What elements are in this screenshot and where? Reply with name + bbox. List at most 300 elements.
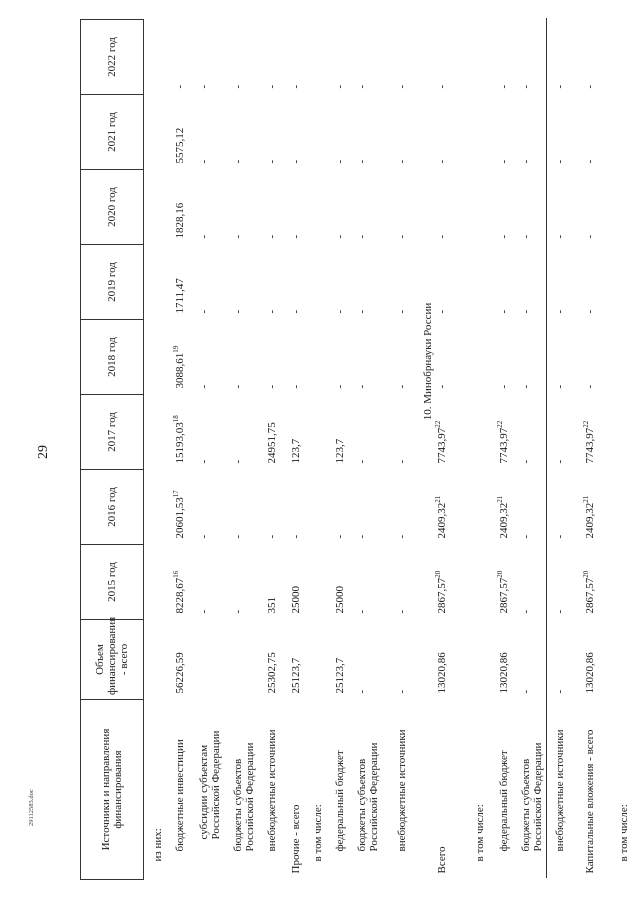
cell-2022: [498, 20, 520, 95]
row-label: в том числе:: [618, 804, 630, 862]
spacer-cell: [144, 20, 153, 880]
cell-2018: [266, 320, 290, 395]
cell-value: -: [396, 384, 408, 389]
footnote-marker: 20: [582, 570, 590, 578]
cell-2021: [290, 95, 312, 170]
cell-value: -: [520, 534, 532, 539]
cell-value: 7743,97: [498, 427, 510, 464]
cell-2017: [266, 395, 290, 470]
cell-value: 351: [266, 597, 278, 614]
cell-2017: [584, 395, 618, 470]
cell-value: -: [520, 384, 532, 389]
col-header-2018: 2018 год: [81, 320, 144, 395]
cell-2018: [152, 320, 174, 395]
cell-value: -: [554, 309, 566, 314]
footnote-marker: 20: [496, 570, 504, 578]
cell-2015: [312, 545, 334, 620]
cell-value: -: [334, 159, 346, 164]
footnote-marker: 22: [582, 420, 590, 428]
cell-value: -: [554, 384, 566, 389]
cell-2016: [198, 470, 232, 545]
cell-value: -: [520, 84, 532, 89]
cell-value: 2867,57: [436, 577, 448, 614]
cell-value: -: [232, 384, 244, 389]
cell-2015: [232, 545, 266, 620]
cell-2015: [290, 545, 312, 620]
cell-2022: [290, 20, 312, 95]
footnote-marker: 20: [434, 570, 442, 578]
cell-2016: [584, 470, 618, 545]
cell-value: -: [554, 534, 566, 539]
row-label: внебюджетные источники: [266, 729, 278, 852]
cell-value: -: [334, 234, 346, 239]
col-header-2022: 2022 год: [81, 20, 144, 95]
cell-value: 25000: [290, 586, 302, 614]
col-header-total: Объем финансирования - всего: [81, 620, 144, 700]
cell-2020: [356, 170, 396, 245]
cell-value: -: [396, 534, 408, 539]
cell-2016: [266, 470, 290, 545]
cell-value: 123,7: [334, 438, 346, 464]
cell-2022: [618, 20, 640, 95]
table-row: [198, 20, 232, 880]
cell-value: -: [520, 234, 532, 239]
cell-2020: [266, 170, 290, 245]
cell-2017: [618, 395, 640, 470]
cell-value: 3088,61: [174, 352, 186, 389]
table-body: [144, 20, 640, 880]
cell-value: -: [498, 159, 510, 164]
cell-2020: [554, 170, 584, 245]
cell-value: -: [356, 234, 368, 239]
cell-value: -: [436, 384, 448, 389]
cell-value: -: [232, 534, 244, 539]
table-row: [436, 20, 474, 880]
cell-value: -: [290, 384, 302, 389]
cell-value: -: [266, 384, 278, 389]
table-row: [232, 20, 266, 880]
page-number: 29: [36, 445, 51, 459]
cell-value: -: [554, 689, 566, 694]
cell-value: -: [356, 689, 368, 694]
cell-value: -: [334, 384, 346, 389]
cell-2017: [232, 395, 266, 470]
cell-2015: [520, 545, 554, 620]
row-label: субсидии субъектам Российской Федерации: [198, 730, 223, 840]
cell-2021: [356, 95, 396, 170]
cell-value: -: [356, 159, 368, 164]
cell-2017: [356, 395, 396, 470]
footnote-marker: 21: [434, 495, 442, 503]
cell-value: -: [356, 609, 368, 614]
col-header-2015: 2015 год: [81, 545, 144, 620]
cell-value: -: [584, 159, 596, 164]
cell-2018: [474, 320, 498, 395]
cell-2020: [174, 170, 198, 245]
cell-2016: [554, 470, 584, 545]
footnote-marker: 16: [172, 570, 180, 578]
cell-value: -: [198, 234, 210, 239]
table-row: [498, 20, 520, 880]
cell-2017: [334, 395, 356, 470]
cell-2019: [396, 245, 422, 320]
cell-value: -: [520, 689, 532, 694]
row-label: внебюджетные источники: [554, 729, 566, 852]
cell-2022: [356, 20, 396, 95]
cell-2016: [232, 470, 266, 545]
table-row: [396, 20, 422, 880]
cell-2019: [232, 245, 266, 320]
cell-value: -: [396, 159, 408, 164]
cell-value: 25000: [334, 586, 346, 614]
cell-total: [618, 620, 640, 700]
cell-total: [152, 620, 174, 700]
cell-value: -: [554, 84, 566, 89]
cell-value: -: [266, 234, 278, 239]
cell-2020: [520, 170, 554, 245]
cell-value: -: [396, 459, 408, 464]
cell-value: 2409,32: [584, 502, 596, 539]
cell-2020: [152, 170, 174, 245]
cell-value: 2867,57: [498, 577, 510, 614]
cell-2019: [312, 245, 334, 320]
cell-value: -: [436, 159, 448, 164]
cell-value: -: [232, 234, 244, 239]
cell-value: -: [436, 84, 448, 89]
col-header-2019: 2019 год: [81, 245, 144, 320]
cell-2022: [174, 20, 198, 95]
cell-2021: [396, 95, 422, 170]
col-header-2020: 2020 год: [81, 170, 144, 245]
cell-value: -: [198, 384, 210, 389]
cell-2017: [474, 395, 498, 470]
cell-2017: [498, 395, 520, 470]
cell-value: 25123,7: [334, 657, 346, 694]
cell-value: -: [266, 84, 278, 89]
cell-2016: [174, 470, 198, 545]
row-label: федеральный бюджет: [334, 750, 346, 852]
cell-value: -: [584, 309, 596, 314]
cell-total: [498, 620, 520, 700]
cell-value: 5575,12: [174, 127, 186, 164]
cell-value: -: [356, 384, 368, 389]
cell-2022: [232, 20, 266, 95]
cell-2020: [290, 170, 312, 245]
cell-2021: [266, 95, 290, 170]
cell-2019: [266, 245, 290, 320]
cell-total: [198, 620, 232, 700]
footnote-marker: 21: [496, 495, 504, 503]
table-row: [474, 20, 498, 880]
row-label: Капитальные вложения - всего: [584, 729, 596, 874]
cell-value: -: [232, 159, 244, 164]
cell-total: [474, 620, 498, 700]
table-row: [520, 20, 554, 880]
cell-value: -: [198, 609, 210, 614]
cell-value: 2409,32: [498, 502, 510, 539]
cell-2022: [334, 20, 356, 95]
cell-2018: [198, 320, 232, 395]
financing-table: [80, 19, 640, 880]
footnote-marker: 22: [496, 420, 504, 428]
cell-2018: [290, 320, 312, 395]
cell-2020: [498, 170, 520, 245]
cell-value: -: [396, 689, 408, 694]
cell-2018: [498, 320, 520, 395]
cell-2022: [584, 20, 618, 95]
cell-value: -: [198, 159, 210, 164]
cell-2016: [290, 470, 312, 545]
cell-2015: [618, 545, 640, 620]
cell-value: -: [554, 459, 566, 464]
cell-value: 8228,67: [174, 577, 186, 614]
table-row: [356, 20, 396, 880]
cell-value: -: [498, 84, 510, 89]
cell-2019: [152, 245, 174, 320]
rotated-table-container: [80, 20, 630, 880]
footnote-marker: 17: [172, 490, 180, 498]
cell-value: 13020,86: [584, 652, 596, 694]
cell-value: -: [266, 159, 278, 164]
cell-value: -: [334, 84, 346, 89]
cell-2018: [174, 320, 198, 395]
cell-2020: [396, 170, 422, 245]
cell-2016: [312, 470, 334, 545]
cell-value: 2867,57: [584, 577, 596, 614]
cell-2016: [356, 470, 396, 545]
cell-value: -: [498, 384, 510, 389]
cell-2020: [334, 170, 356, 245]
cell-value: 13020,86: [436, 652, 448, 694]
cell-2017: [198, 395, 232, 470]
cell-2018: [232, 320, 266, 395]
cell-2022: [396, 20, 422, 95]
table-row: [554, 20, 584, 880]
cell-2017: [396, 395, 422, 470]
cell-2016: [436, 470, 474, 545]
cell-2017: [312, 395, 334, 470]
cell-2020: [584, 170, 618, 245]
cell-2021: [232, 95, 266, 170]
cell-2016: [396, 470, 422, 545]
cell-value: 20601,53: [174, 497, 186, 539]
cell-total: [436, 620, 474, 700]
cell-value: -: [334, 534, 346, 539]
cell-2019: [334, 245, 356, 320]
cell-value: 1828,16: [174, 202, 186, 239]
cell-2017: [520, 395, 554, 470]
cell-value: -: [554, 234, 566, 239]
cell-value: -: [584, 84, 596, 89]
cell-value: 13020,86: [498, 652, 510, 694]
cell-2017: [436, 395, 474, 470]
cell-2018: [356, 320, 396, 395]
cell-value: -: [334, 309, 346, 314]
cell-total: [312, 620, 334, 700]
cell-2015: [436, 545, 474, 620]
cell-value: -: [232, 309, 244, 314]
cell-total: [334, 620, 356, 700]
cell-2015: [356, 545, 396, 620]
cell-2016: [334, 470, 356, 545]
cell-value: -: [520, 159, 532, 164]
cell-2021: [554, 95, 584, 170]
cell-value: -: [584, 384, 596, 389]
row-label: бюджетные инвестиции: [174, 739, 186, 852]
cell-value: -: [520, 459, 532, 464]
cell-2018: [584, 320, 618, 395]
cell-2015: [152, 545, 174, 620]
cell-2022: [266, 20, 290, 95]
cell-2015: [584, 545, 618, 620]
table-row: [618, 20, 640, 880]
cell-2016: [152, 470, 174, 545]
cell-value: 56226,59: [174, 652, 186, 694]
cell-value: -: [356, 534, 368, 539]
cell-value: -: [584, 234, 596, 239]
cell-2015: [474, 545, 498, 620]
cell-value: -: [290, 309, 302, 314]
cell-2021: [474, 95, 498, 170]
footnote-marker: 19: [172, 345, 180, 353]
table-row: [174, 20, 198, 880]
cell-2022: [554, 20, 584, 95]
section-title-row: [422, 20, 436, 880]
cell-value: 1711,47: [174, 278, 186, 314]
cell-2017: [554, 395, 584, 470]
cell-2018: [618, 320, 640, 395]
cell-2018: [520, 320, 554, 395]
row-label: федеральный бюджет: [498, 750, 510, 852]
cell-2020: [474, 170, 498, 245]
table-row: [152, 20, 174, 880]
cell-2019: [356, 245, 396, 320]
cell-2016: [498, 470, 520, 545]
footnote-marker: 21: [582, 495, 590, 503]
cell-2017: [152, 395, 174, 470]
cell-value: 2409,32: [436, 502, 448, 539]
cell-value: -: [396, 609, 408, 614]
cell-2021: [312, 95, 334, 170]
cell-2021: [584, 95, 618, 170]
cell-2019: [174, 245, 198, 320]
cell-2022: [198, 20, 232, 95]
row-label: бюджеты субъектов Российской Федерации: [520, 742, 545, 852]
cell-value: -: [396, 309, 408, 314]
cell-2019: [554, 245, 584, 320]
cell-value: -: [232, 84, 244, 89]
cell-2021: [618, 95, 640, 170]
cell-value: 25123,7: [290, 657, 302, 694]
cell-value: -: [232, 459, 244, 464]
cell-value: -: [356, 84, 368, 89]
cell-2022: [520, 20, 554, 95]
cell-value: -: [554, 609, 566, 614]
row-label: внебюджетные источники: [396, 729, 408, 852]
cell-2021: [334, 95, 356, 170]
row-label: в том числе:: [312, 804, 324, 862]
cell-2018: [312, 320, 334, 395]
doc-footer: 29112583.doc: [28, 789, 35, 826]
cell-value: -: [520, 309, 532, 314]
row-label: Всего: [436, 846, 448, 874]
cell-value: -: [436, 309, 448, 314]
cell-value: -: [498, 309, 510, 314]
cell-2017: [174, 395, 198, 470]
cell-total: [584, 620, 618, 700]
cell-2022: [152, 20, 174, 95]
cell-value: -: [290, 234, 302, 239]
col-header-source: Источники и направления финансирования: [81, 700, 144, 880]
cell-value: 7743,97: [436, 427, 448, 464]
cell-value: 123,7: [290, 438, 302, 464]
cell-2020: [618, 170, 640, 245]
cell-2015: [174, 545, 198, 620]
table-row: [312, 20, 334, 880]
table-row: [266, 20, 290, 880]
cell-2022: [474, 20, 498, 95]
cell-2020: [436, 170, 474, 245]
cell-2019: [584, 245, 618, 320]
row-label: бюджеты субъектов Российской Федерации: [232, 742, 257, 852]
table-row: [290, 20, 312, 880]
cell-value: -: [198, 309, 210, 314]
cell-2022: [436, 20, 474, 95]
cell-value: -: [232, 609, 244, 614]
cell-2015: [198, 545, 232, 620]
row-label: бюджеты субъектов Российской Федерации: [356, 742, 381, 852]
cell-total: [266, 620, 290, 700]
cell-value: -: [290, 534, 302, 539]
cell-2019: [520, 245, 554, 320]
cell-value: -: [266, 534, 278, 539]
footnote-marker: 22: [434, 420, 442, 428]
cell-2015: [396, 545, 422, 620]
section-title: 10. Минобрнауки России: [422, 302, 434, 421]
cell-2019: [618, 245, 640, 320]
cell-value: -: [396, 84, 408, 89]
cell-value: 15193,03: [174, 422, 186, 464]
cell-value: -: [498, 234, 510, 239]
cell-total: [396, 620, 422, 700]
cell-value: 7743,97: [584, 427, 596, 464]
row-label: из них:: [152, 828, 164, 862]
table-row: [334, 20, 356, 880]
cell-2018: [396, 320, 422, 395]
cell-total: [174, 620, 198, 700]
cell-2021: [436, 95, 474, 170]
cell-total: [520, 620, 554, 700]
cell-value: -: [356, 459, 368, 464]
cell-2019: [290, 245, 312, 320]
cell-value: 25302,75: [266, 652, 278, 694]
cell-2015: [498, 545, 520, 620]
cell-2016: [520, 470, 554, 545]
cell-2018: [334, 320, 356, 395]
cell-2021: [520, 95, 554, 170]
cell-2017: [290, 395, 312, 470]
cell-2020: [312, 170, 334, 245]
table-spacer-row: [144, 20, 153, 880]
cell-value: -: [520, 609, 532, 614]
table-header-row: [81, 20, 144, 880]
cell-value: -: [396, 234, 408, 239]
row-label: в том числе:: [474, 804, 486, 862]
cell-2019: [436, 245, 474, 320]
cell-value: -: [290, 159, 302, 164]
cell-2021: [174, 95, 198, 170]
cell-value: -: [198, 84, 210, 89]
